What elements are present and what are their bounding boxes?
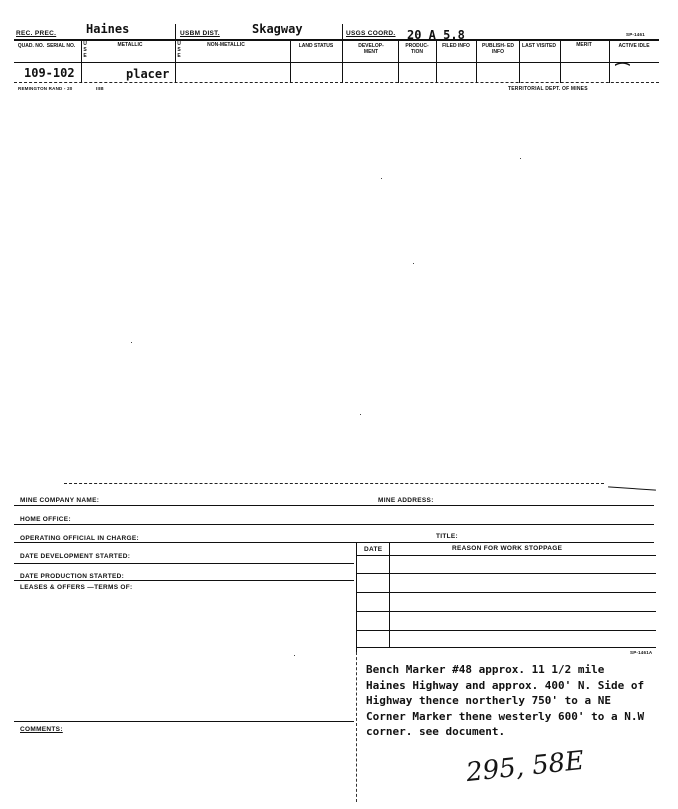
title-label: TITLE: — [436, 533, 459, 540]
date-development-label: DATE DEVELOPMENT STARTED: — [20, 553, 131, 560]
col-development: DEVELOP- MENT — [358, 43, 384, 55]
col-serial-no: SERIAL NO. — [46, 43, 76, 49]
col-merit: MERIT — [576, 42, 592, 48]
stoppage-row-rule — [356, 555, 656, 556]
col-last-visited: LAST VISITED — [522, 43, 556, 49]
comments-divider — [356, 652, 357, 802]
header-rule — [14, 39, 659, 41]
form-top-rule — [64, 483, 604, 484]
usgs-coord-label: USGS COORD. — [346, 30, 396, 37]
mine-company-name-label: MINE COMPANY NAME: — [20, 497, 100, 504]
col-quad-no: QUAD. NO. — [17, 43, 45, 49]
leases-label: LEASES & OFFERS —TERMS OF: — [20, 584, 133, 591]
form-rule — [14, 542, 654, 543]
scan-speck — [413, 263, 414, 264]
col-filed-info: FILED INFO — [442, 43, 470, 49]
form-code: SP-1461 — [626, 32, 645, 37]
form-rule — [14, 505, 654, 506]
usgs-coord-value: 20 A 5.8 — [407, 28, 465, 42]
stoppage-row-rule — [356, 647, 656, 648]
form-top-rule-right — [608, 486, 656, 490]
scan-speck — [520, 158, 521, 159]
col-use-metallic: U S E — [83, 41, 87, 59]
comments-label: COMMENTS: — [20, 726, 63, 733]
usbm-dist-label: USBM DIST. — [180, 30, 220, 37]
note-line: Bench Marker #48 approx. 11 1/2 mile — [366, 663, 605, 676]
note-line: Corner Marker thene westerly 600' to a N.W — [366, 709, 645, 723]
department-name: TERRITORIAL DEPT. OF MINES — [508, 86, 588, 92]
printer-mark: REMINGTON RAND - 20 — [18, 86, 73, 91]
printer-code: IIIB — [96, 86, 104, 91]
mine-address-label: MINE ADDRESS: — [378, 497, 434, 504]
col-production: PRODUC- TION — [405, 43, 429, 55]
stoppage-table-border — [356, 542, 357, 652]
col-divider — [560, 39, 561, 83]
stoppage-date-header: DATE — [364, 546, 383, 553]
col-divider — [398, 39, 399, 83]
record-rule — [14, 82, 659, 83]
col-divider — [476, 39, 477, 83]
scan-speck — [131, 342, 132, 343]
active-mark: ⁀ — [616, 62, 629, 81]
quad-serial-value: 109-102 — [24, 66, 75, 80]
scan-speck — [294, 655, 295, 656]
column-header-rule — [14, 62, 659, 63]
scan-speck — [360, 414, 361, 415]
col-published-info: PUBLISH- ED INFO — [482, 43, 514, 55]
form-rule — [14, 524, 654, 525]
form-code-2: SP-1461A — [630, 650, 653, 655]
note-line: Highway thence northerly 750' to a NE — [366, 694, 612, 707]
col-divider — [609, 39, 610, 83]
form-rule — [14, 721, 354, 722]
home-office-label: HOME OFFICE: — [20, 516, 71, 523]
col-metallic: METALLIC — [117, 42, 143, 48]
scan-speck — [381, 178, 382, 179]
rec-prec-value: Haines — [86, 22, 130, 36]
note-line: Haines Highway and approx. 400' N. Side of — [366, 678, 645, 692]
stoppage-row-rule — [356, 611, 656, 612]
stoppage-date-divider — [389, 543, 390, 647]
stoppage-row-rule — [356, 592, 656, 593]
col-active-idle: ACTIVE IDLE — [618, 43, 650, 49]
col-divider — [436, 39, 437, 83]
col-divider — [290, 39, 291, 83]
col-divider — [342, 24, 343, 83]
date-production-label: DATE PRODUCTION STARTED: — [20, 573, 125, 580]
rec-prec-label: REC. PREC. — [16, 30, 57, 37]
form-rule — [14, 563, 354, 564]
stoppage-reason-header: REASON FOR WORK STOPPAGE — [452, 545, 563, 552]
usbm-dist-value: Skagway — [252, 22, 303, 36]
stoppage-row-rule — [356, 630, 656, 631]
operating-official-label: OPERATING OFFICIAL IN CHARGE: — [20, 535, 139, 542]
metallic-value: placer — [126, 67, 170, 81]
col-land-status: LAND STATUS — [298, 43, 334, 49]
col-use-nonmetallic: U S E — [177, 41, 181, 59]
form-rule — [14, 580, 354, 581]
stoppage-row-rule — [356, 573, 656, 574]
col-non-metallic: NON-METALLIC — [207, 42, 245, 48]
col-divider — [519, 39, 520, 83]
handwritten-reference: 295, 58E — [464, 745, 586, 789]
note-line: corner. see document. — [366, 725, 506, 738]
